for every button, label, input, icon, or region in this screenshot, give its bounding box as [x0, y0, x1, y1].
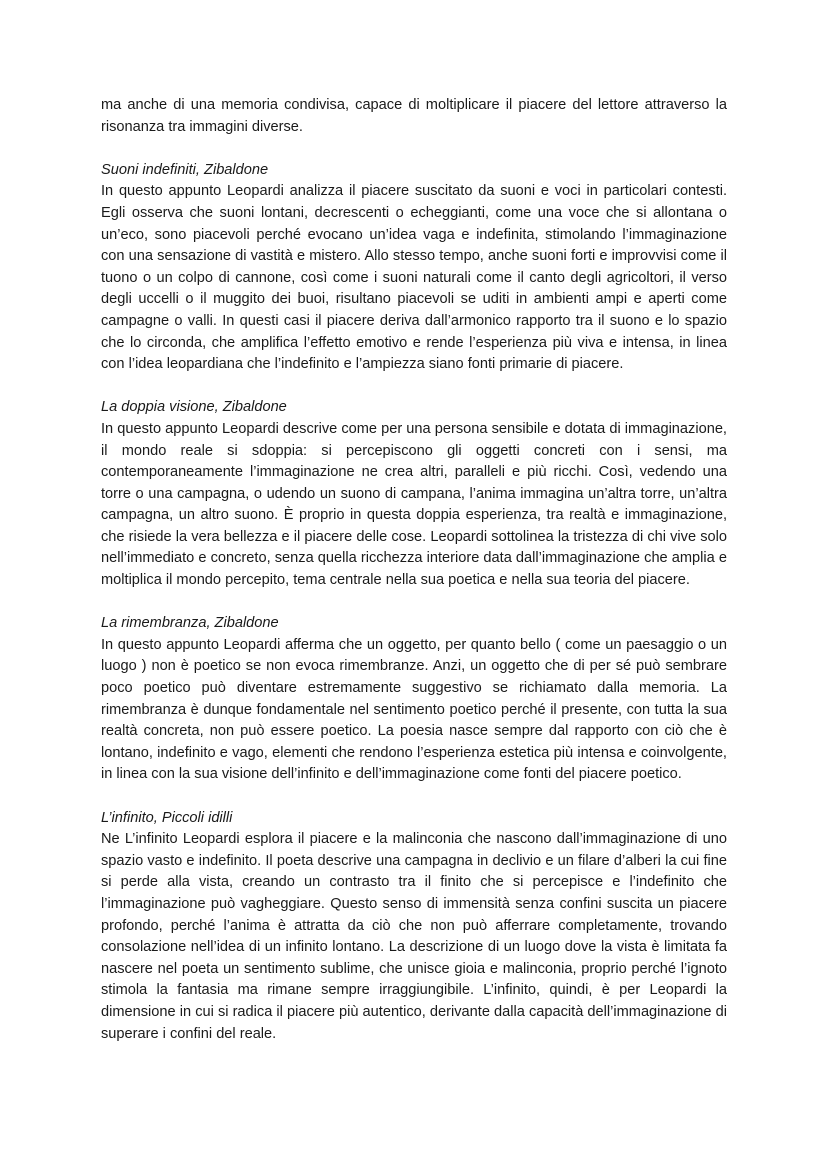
section-infinito	[101, 808, 727, 1046]
section-title: Suoni indefiniti, Zibaldone	[101, 161, 269, 178]
section-body: In questo appunto Leopardi analizza il piacere suscitato da suoni e voci in particolari contesti. Egli osserva che suoni lontani, decrescenti o echeggianti, come una voce che si allontana o un’eco, sono piacevoli perché evocano un’idea vaga e indefinita, stimolando l’immaginazione con una sensazione di vastità e mistero. Allo stesso tempo, anche suoni forti e improvvisi come il tuono o un colpo di cannone, così come i suoni naturali come il canto degli agricoltori, il verso degli uccelli o il muggito dei buoi, risultano piacevoli se uditi in ambienti ampi e aperti come campagne o valli. In questi casi il piacere deriva dall’armonico rapporto tra il suono e lo spazio che lo circonda, che amplifica l’effetto emotivo e rende l’esperienza più viva e intensa, in linea con l’idea leopardiana che l’indefinito e l’ampiezza siano fonti primarie di piacere.	[101, 183, 727, 373]
section-rimembranza	[101, 613, 727, 786]
section-body: In questo appunto Leopardi descrive come per una persona sensibile e dotata di immaginazione, il mondo reale si sdoppia: si percepiscono gli oggetti concreti con i sensi, ma contemporaneamente l’immaginazione ne crea altri, paralleli e più ricchi. Così, vedendo una torre o una campagna, o udendo un suono di campana, l’anima immagina un’altra torre, un’altra campagna, un altro suono. È proprio in questa doppia esperienza, tra realtà e immaginazione, che risiede la vera bellezza e il piacere delle cose. Leopardi sottolinea la tristezza di chi vive solo nell’immediato e concreto, senza quella ricchezza interiore data dall’immaginazione che amplia e moltiplica il mondo percepito, tema centrale nella sua poetica e nella sua teoria del piacere.	[101, 420, 727, 589]
document-page	[101, 95, 727, 1045]
section-suoni-indefiniti	[101, 160, 727, 376]
section-title: La rimembranza, Zibaldone	[101, 615, 279, 632]
section-body: Ne L’infinito Leopardi esplora il piacere e la malinconia che nascono dall’immaginazione di uno spazio vasto e indefinito. Il poeta descrive una campagna in declivio e un filare d’alberi la cui fine si perde alla vista, creando un contrasto tra il finito che si percepisce e l’indefinito che l’immaginazione può vagheggiare. Questo senso di immensità senza confini suscita un piacere profondo, perché l’anima è attratta da ciò che non può afferrare completamente, trovando consolazione nell’idea di un infinito lontano. La descrizione di un luogo dove la vista è limitata fa nascere nel poeta un sentimento sublime, che unisce gioia e malinconia, proprio perché l’ignoto stimola la fantasia ma rimane sempre irraggiungibile. L’infinito, quindi, è per Leopardi la dimensione in cui si radica il piacere più autentico, derivante dalla capacità dell’immaginazione di superare i confini del reale.	[101, 831, 727, 1042]
section-body: In questo appunto Leopardi afferma che un oggetto, per quanto bello ( come un paesaggio o un luogo ) non è poetico se non evoca rimembranze. Anzi, un oggetto che di per sé può sembrare poco poetico può diventare estremamente suggestivo se richiamato dalla memoria. La rimembranza è dunque fondamentale nel sentimento poetico perché il presente, con tutta la sua realtà concreta, non può essere poetico. La poesia nasce sempre dal rapporto con ciò che è lontano, indefinito e vago, elementi che rendono l’esperienza estetica più intensa e coinvolgente, in linea con la sua visione dell’infinito e dell’immaginazione come fonti del piacere poetico.	[101, 636, 727, 783]
section-doppia-visione	[101, 397, 727, 591]
section-title: La doppia visione, Zibaldone	[101, 399, 287, 416]
intro-paragraph: ma anche di una memoria condivisa, capace di moltiplicare il piacere del lettore attraverso la risonanza tra immagini diverse.	[101, 97, 727, 135]
section-title: L’infinito, Piccoli idilli	[101, 809, 233, 826]
